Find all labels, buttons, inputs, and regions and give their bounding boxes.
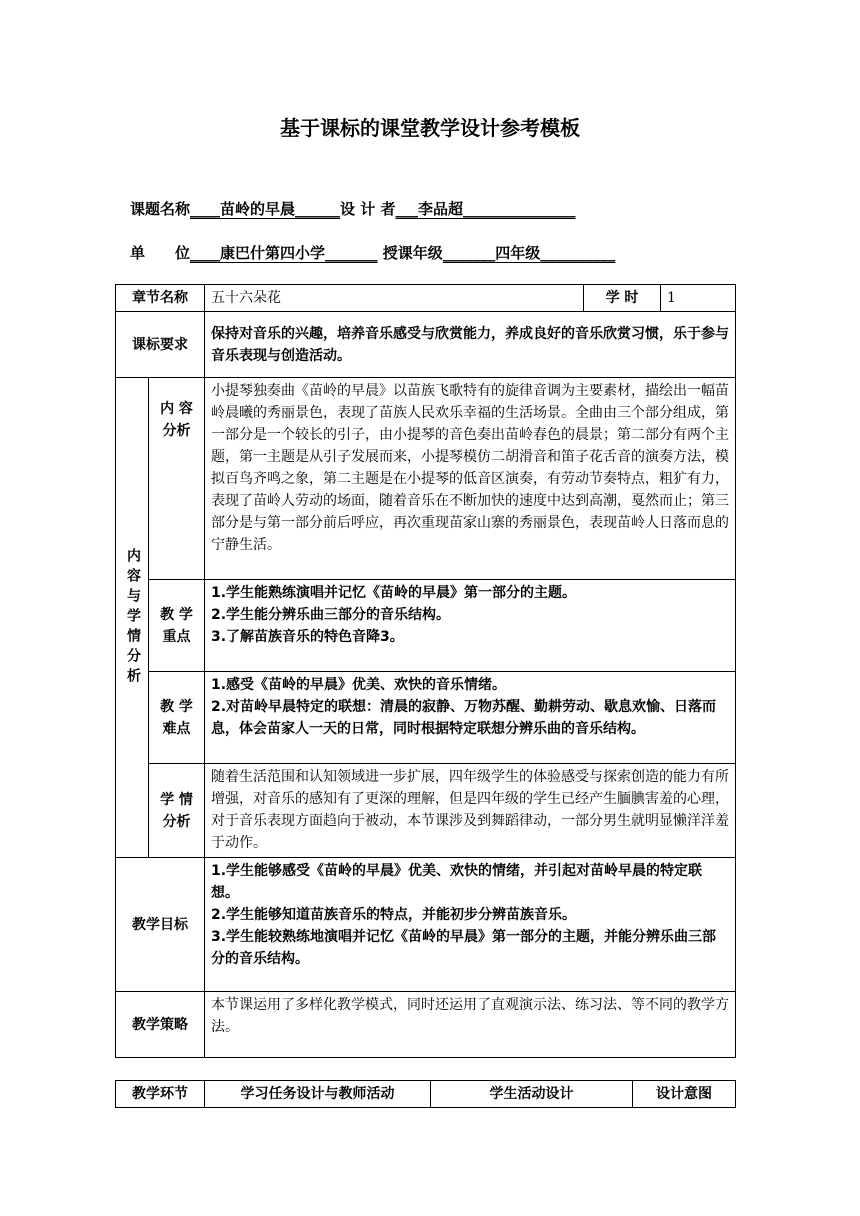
- strategy-label: 教学策略: [116, 992, 205, 1058]
- grade-value: 四年级: [495, 244, 541, 262]
- content-text: 小提琴独奏曲《苗岭的早晨》以苗族飞歌特有的旋律音调为主要素材，描绘出一幅苗岭晨曦的秀丽景色，表现了苗族人民欢乐幸福的生活场景。全曲由三个部分组成，第一部分是一个较长的引子，由小提琴的音色奏出苗岭春色的晨景；第二部分有两个主题，第一主题是从引子发展而来，小提琴模仿二胡滑音和笛子花舌音的演奏方法，模拟百鸟齐鸣之象，第二主题是在小提琴的低音区演奏，有劳动节奏特点，粗犷有力，表现了苗岭人劳动的场面，随着音乐在不断加快的速度中达到高潮，戛然而止；第三部分是与第一部分前后呼应，再次重现苗家山寨的秀丽景色，表现苗岭人日落而息的宁静生活。: [205, 378, 736, 580]
- difficulty-item: 1.感受《苗岭的早晨》优美、欢快的音乐情绪。: [211, 677, 507, 693]
- lesson-design-table: [115, 284, 736, 1058]
- hours-value: 1: [661, 285, 736, 312]
- designer-label: 设 计 者: [340, 200, 396, 218]
- learner-text: 随着生活范围和认知领域进一步扩展，四年级学生的体验感受与探索创造的能力有所增强，对音乐的感知有了更深的理解，但是四年级的学生已经产生腼腆害羞的心理，对于音乐表现方面趋向于被动，本节课涉及到舞蹈律动，一部分男生就明显懒洋洋羞于动作。: [205, 764, 736, 858]
- goal-points: [205, 858, 736, 992]
- key-label: 教 学重点: [149, 580, 205, 672]
- goal-label: 教学目标: [116, 858, 205, 992]
- header-student-activity: 学生活动设计: [431, 1081, 633, 1108]
- topic-label: 课题名称: [130, 200, 191, 218]
- designer-value: 李品超: [417, 200, 463, 218]
- activity-table-header: [115, 1080, 736, 1108]
- analysis-label: 内容与学情分析: [125, 547, 141, 688]
- standard-text: 保持对音乐的兴趣，培养音乐感受与欣赏能力，养成良好的音乐欣赏习惯，乐于参与音乐表现与创造活动。: [205, 312, 736, 378]
- difficulty-label: 教 学难点: [149, 672, 205, 764]
- content-label: 内 容分析: [149, 378, 205, 580]
- header-teaching-stage: 教学环节: [116, 1081, 205, 1108]
- info-line-2: 单 位____康巴什第四小学_______ 授课年级_______四年级__________: [130, 244, 616, 262]
- chapter-label: 章节名称: [116, 285, 205, 312]
- hours-label: 学 时: [584, 285, 661, 312]
- page-title: 基于课标的课堂教学设计参考模板: [280, 116, 580, 140]
- strategy-text: 本节课运用了多样化教学模式，同时还运用了直观演示法、练习法、等不同的教学方法。: [205, 992, 736, 1058]
- info-line-1: 课题名称____苗岭的早晨______设 计 者___李品超_______________: [130, 200, 576, 218]
- key-point-item: 2.学生能分辨乐曲三部分的音乐结构。: [211, 607, 451, 623]
- unit-value: 康巴什第四小学: [220, 244, 326, 262]
- goal-item: 3.学生能较熟练地演唱并记忆《苗岭的早晨》第一部分的主题，并能分辨乐曲三部分的音乐结构。: [211, 929, 717, 967]
- difficulty-points: [205, 672, 736, 764]
- chapter-value: 五十六朵花: [205, 285, 584, 312]
- grade-label: 授课年级: [382, 244, 443, 262]
- goal-item: 2.学生能够知道苗族音乐的特点，并能初步分辨苗族音乐。: [211, 907, 577, 923]
- key-point-item: 1.学生能熟练演唱并记忆《苗岭的早晨》第一部分的主题。: [211, 585, 577, 601]
- unit-label: 单 位: [130, 244, 191, 262]
- difficulty-item: 2.对苗岭早晨特定的联想：清晨的寂静、万物苏醒、勤耕劳动、歇息欢愉、日落而息，体会苗家人一天的日常，同时根据特定联想分辨乐曲的音乐结构。: [211, 699, 717, 737]
- header-design-intent: 设计意图: [633, 1081, 736, 1108]
- goal-item: 1.学生能够感受《苗岭的早晨》优美、欢快的情绪，并引起对苗岭早晨的特定联想。: [211, 863, 703, 901]
- standard-label: 课标要求: [116, 312, 205, 378]
- key-point-item: 3.了解苗族音乐的特色音降3。: [211, 629, 404, 645]
- learner-label: 学 情分析: [149, 764, 205, 858]
- topic-value: 苗岭的早晨: [220, 200, 296, 218]
- key-points: [205, 580, 736, 672]
- header-teacher-activity: 学习任务设计与教师活动: [205, 1081, 431, 1108]
